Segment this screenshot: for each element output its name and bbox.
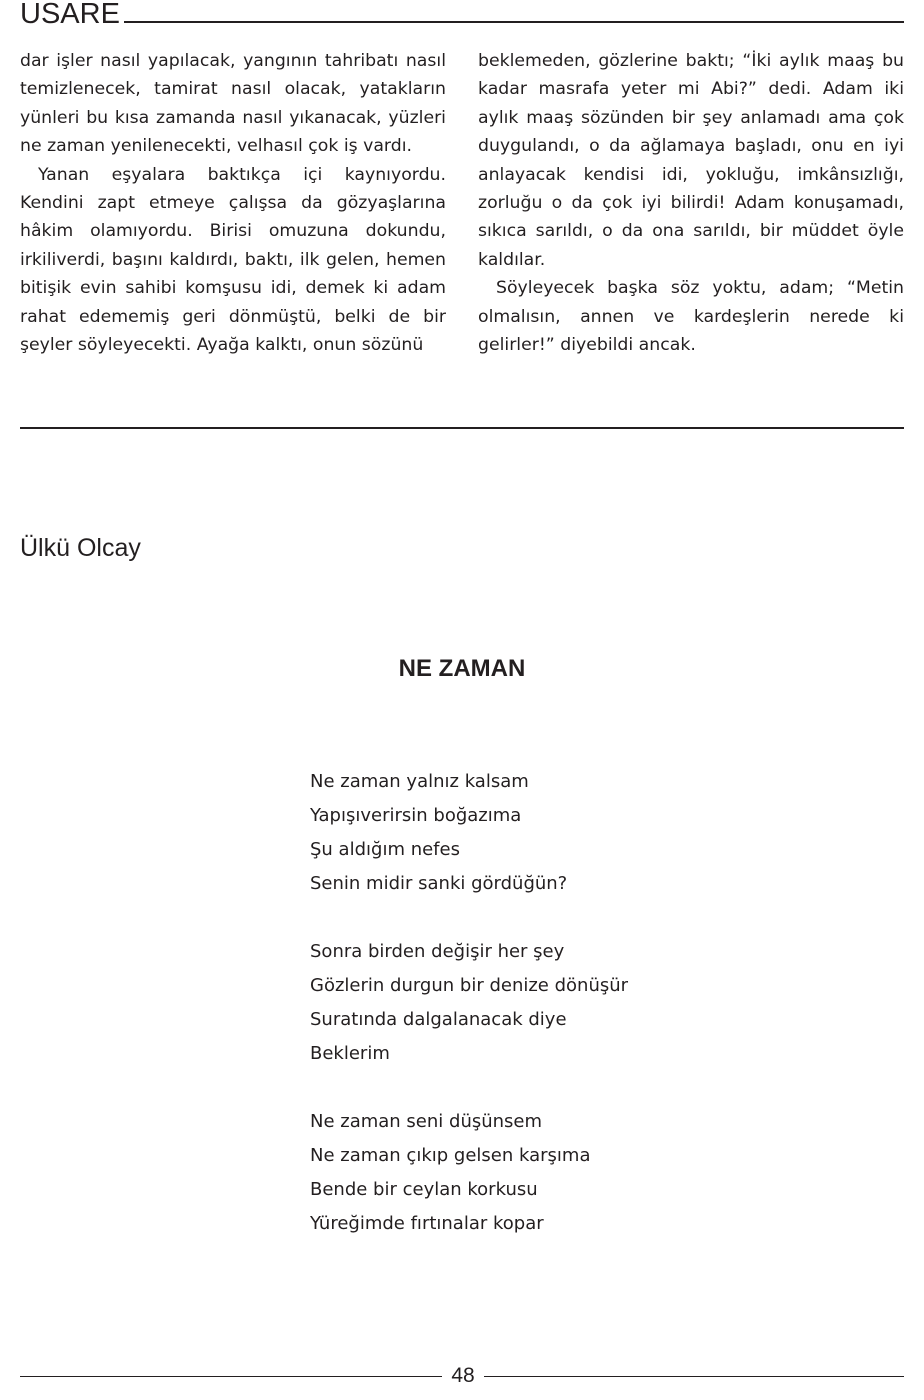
masthead-rule <box>124 21 904 23</box>
magazine-title: USARE <box>20 0 120 30</box>
paragraph: beklemeden, gözlerine baktı; “İki aylık maaş bu kadar masrafa yeter mi Abi?” dedi. Adam iki aylık maaş sözünden bir şey anlamadı ama çok duygulandı, o da ağlamaya başladı, onu en iyi anlayacak kendisi idi, yokluğu, imkânsızlığı, zorluğu o da çok iyi bilirdi! Adam konuşamadı, sıkıca sarıldı, o da ona sarıldı, bir müddet öyle kaldılar. <box>478 51 904 270</box>
stanza <box>310 935 628 1071</box>
poem-line: Beklerim <box>310 1043 390 1064</box>
poem-line: Yapışıverirsin boğazıma <box>310 805 522 826</box>
poem-author: Ülkü Olcay <box>20 534 141 562</box>
poem-line: Bende bir ceylan korkusu <box>310 1179 538 1200</box>
page-number: 48 <box>451 1364 475 1387</box>
poem-line: Senin midir sanki gördüğün? <box>310 873 568 894</box>
masthead <box>20 0 904 28</box>
poem-line: Yüreğimde fırtınalar kopar <box>310 1213 544 1234</box>
poem-line: Ne zaman seni düşünsem <box>310 1111 543 1132</box>
poem-body <box>310 765 628 1275</box>
stanza <box>310 765 628 901</box>
poem-line: Sonra birden değişir her şey <box>310 941 565 962</box>
poem-line: Ne zaman yalnız kalsam <box>310 771 529 792</box>
poem-line: Şu aldığım nefes <box>310 839 460 860</box>
stanza <box>310 1105 628 1241</box>
prose-column-left <box>20 47 446 359</box>
prose-column-right <box>478 47 904 359</box>
paragraph: Yanan eşyalara baktıkça içi kaynıyordu. Kendini zapt etmeye çalışsa da gözyaşlarına hâkim olamıyordu. Birisi omuzuna dokundu, irkiliverdi, başını kaldırdı, baktı, ilk gelen, hemen bitişik evin sahibi komşusu idi, demek ki adam rahat edememiş geri dönmüştü, belki de bir şeyler söyleyecekti. Ayağa kalktı, onun sözünü <box>20 164 446 356</box>
page-footer <box>20 1363 904 1389</box>
section-divider <box>20 427 904 429</box>
footer-rule <box>484 1376 904 1377</box>
poem-line: Ne zaman çıkıp gelsen karşıma <box>310 1145 591 1166</box>
poem-title: NE ZAMAN <box>398 655 526 682</box>
footer-rule <box>20 1376 442 1377</box>
poem-line: Gözlerin durgun bir denize dönüşür <box>310 975 629 996</box>
paragraph: Söyleyecek başka söz yoktu, adam; “Metin olmalısın, annen ve kardeşlerin nerede ki gelirler!” diyebildi ancak. <box>478 278 904 356</box>
poem-line: Suratında dalgalanacak diye <box>310 1009 567 1030</box>
paragraph: dar işler nasıl yapılacak, yangının tahribatı nasıl temizlenecek, tamirat nasıl olacak, yatakların yünleri bu kısa zamanda nasıl yıkanacak, yüzleri ne zaman yenilenecekti, velhasıl çok iş vardı. <box>20 51 446 157</box>
